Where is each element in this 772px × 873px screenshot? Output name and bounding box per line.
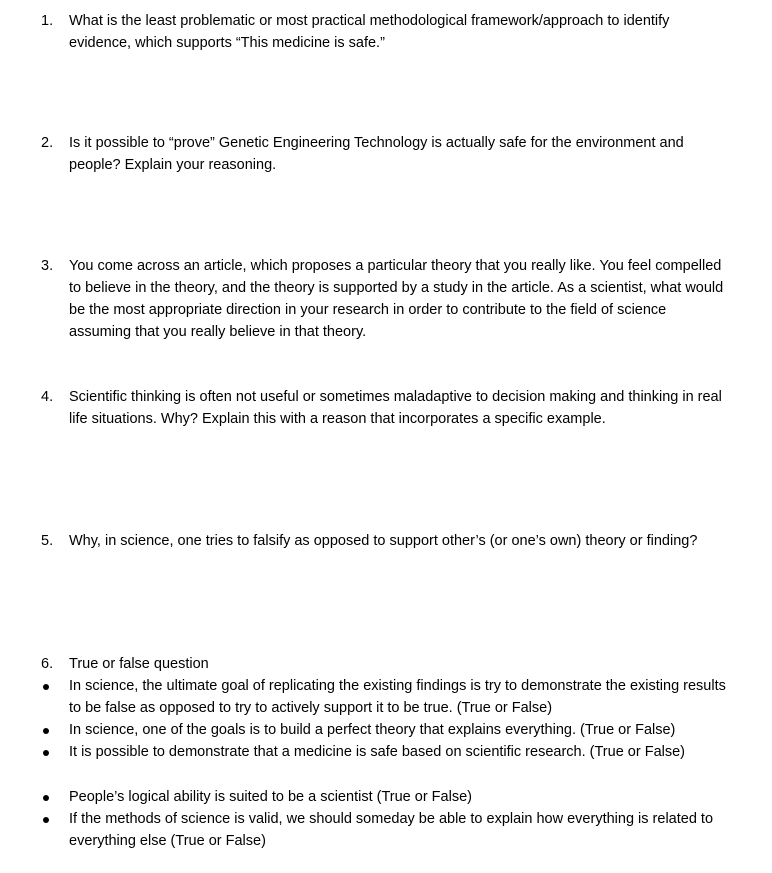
bullet-icon <box>43 750 49 756</box>
bullet-icon <box>43 684 49 690</box>
question-number: 6. <box>41 656 54 672</box>
statement-text: If the methods of science is valid, we should someday be able to explain how everything is related to everything else (True or False) <box>69 811 714 849</box>
question-text: Is it possible to “prove” Genetic Engineering Technology is actually safe for the environment and people? Explain your reasoning. <box>69 135 684 173</box>
bullet-icon <box>43 817 49 823</box>
bullet-icon <box>43 728 49 734</box>
question-text: True or false question <box>69 656 209 672</box>
question-text: Scientific thinking is often not useful or sometimes maladaptive to decision making and thinking in real life situations. Why? Explain this with a reason that incorporates a specific example. <box>69 389 722 427</box>
question-text: What is the least problematic or most practical methodological framework/approach to identify evidence, which supports “This medicine is safe.” <box>69 13 670 51</box>
question-number: 3. <box>41 258 54 274</box>
question-text: You come across an article, which proposes a particular theory that you really like. You feel compelled to believe in the theory, and the theory is supported by a study in the article. As a scientist, what would be the most appropriate direction in your research in order to contribute to the field of science assuming that you really believe in that theory. <box>69 258 724 340</box>
question-number: 1. <box>41 13 54 29</box>
question-number: 4. <box>41 389 54 405</box>
bullet-icon <box>43 795 49 801</box>
question-text: Why, in science, one tries to falsify as opposed to support other’s (or one’s own) theory or finding? <box>69 533 698 549</box>
question-number: 5. <box>41 533 54 549</box>
statement-text: It is possible to demonstrate that a medicine is safe based on scientific research. (True or False) <box>69 744 685 760</box>
statement-text: In science, one of the goals is to build a perfect theory that explains everything. (True or False) <box>69 722 676 738</box>
question-number: 2. <box>41 135 54 151</box>
statement-text: In science, the ultimate goal of replicating the existing findings is try to demonstrate the existing results to be false as opposed to try to actively support it to be true. (True or False) <box>69 678 726 716</box>
statement-text: People’s logical ability is suited to be a scientist (True or False) <box>69 789 472 805</box>
